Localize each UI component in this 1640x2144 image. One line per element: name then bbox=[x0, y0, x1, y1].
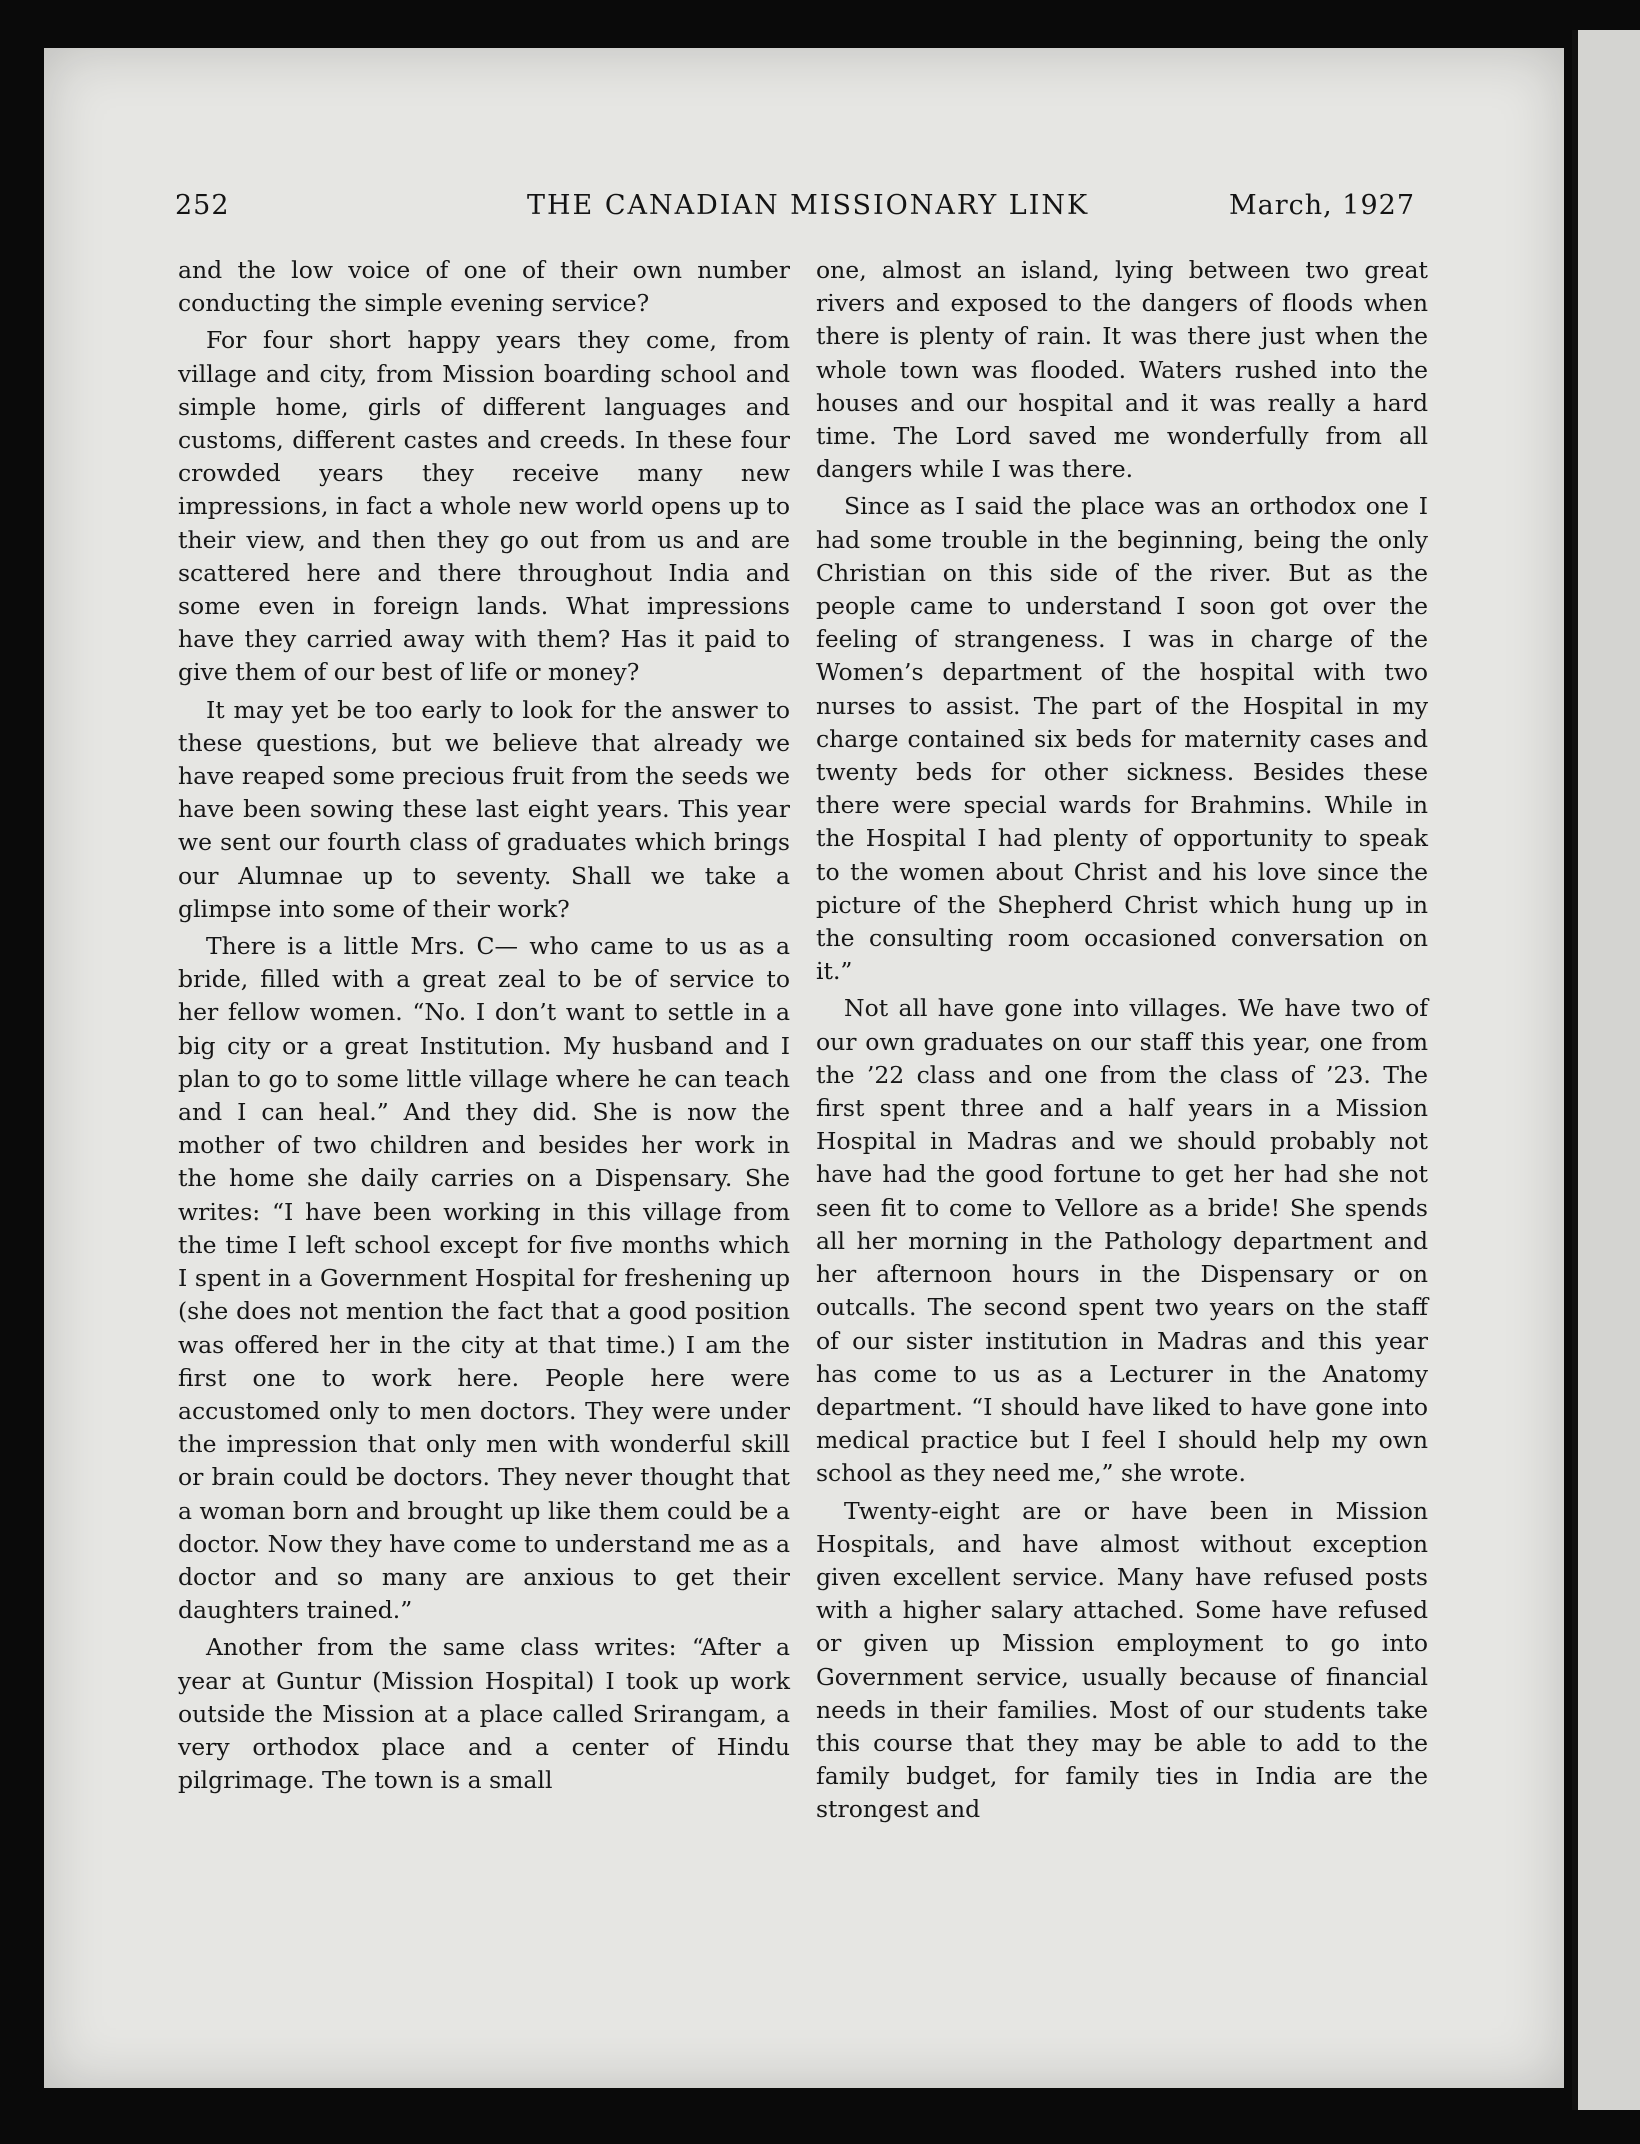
adjacent-page-edge bbox=[1572, 30, 1640, 2110]
paragraph: Another from the same class writes: “After a year at Guntur (Mission Hospital) I took up work outside the Mission at a place called Srirangam, a very orthodox place and a center of Hindu pilgrimage. The town is a small bbox=[178, 1633, 790, 1795]
paragraph: one, almost an island, lying between two great rivers and exposed to the dangers of floods when there is plenty of rain. It was there just when the whole town was flooded. Waters rushed into the houses and our hospital and it was really a hard time. The Lord saved me wonderfully from all dangers while I was there. bbox=[816, 256, 1428, 484]
right-column bbox=[816, 254, 1428, 1831]
paragraph: and the low voice of one of their own number conducting the simple evening service? bbox=[178, 256, 790, 318]
paragraph: There is a little Mrs. C— who came to us as a bride, filled with a great zeal to be of service to her fellow women. “No. I don’t want to settle in a big city or a great Institution. My husband and I plan to go to some little village where he can teach and I can heal.” And they did. She is now the mother of two children and besides her work in the home she daily carries on a Dispensary. She writes: “I have been working in this village from the time I left school except for five months which I spent in a Government Hospital for freshening up (she does not mention the fact that a good position was offered her in the city at that time.) I am the first one to work here. People here were accustomed only to men doctors. They were under the impression that only men with wonderful skill or brain could be doctors. They never thought that a woman born and brought up like them could be a doctor. Now they have come to understand me as a doctor and so many are anxious to get their daughters trained.” bbox=[178, 932, 790, 1625]
page-number: 252 bbox=[175, 190, 230, 221]
journal-title: THE CANADIAN MISSIONARY LINK bbox=[527, 190, 1090, 221]
running-header bbox=[175, 190, 1415, 230]
issue-date: March, 1927 bbox=[1228, 190, 1415, 221]
paragraph: Not all have gone into villages. We have two of our own graduates on our staff this year, one from the ’22 class and one from the class of ’23. The first spent three and a half years in a Mission Hospital in Madras and we should probably not have had the good fortune to get her had she not seen fit to come to Vellore as a bride! She spends all her morning in the Pathology department and her afternoon hours in the Dispensary or on outcalls. The second spent two years on the staff of our sister institution in Madras and this year has come to us as a Lecturer in the Anatomy department. “I should have liked to have gone into medical practice but I feel I should help my own school as they need me,” she wrote. bbox=[816, 994, 1428, 1488]
paragraph: Twenty-eight are or have been in Mission Hospitals, and have almost without exception given excellent service. Many have refused posts with a higher salary attached. Some have refused or given up Mission employment to go into Government service, usually because of financial needs in their families. Most of our students take this course that they may be able to add to the family budget, for family ties in India are the strongest and bbox=[816, 1496, 1428, 1824]
paragraph: For four short happy years they come, from village and city, from Mission boarding school and simple home, girls of different languages and customs, different castes and creeds. In these four crowded years they receive many new impressions, in fact a whole new world opens up to their view, and then they go out from us and are scattered here and there throughout India and some even in foreign lands. What impressions have they carried away with them? Has it paid to give them of our best of life or money? bbox=[178, 326, 790, 687]
left-column bbox=[178, 254, 790, 1801]
paragraph: Since as I said the place was an orthodox one I had some trouble in the beginning, being the only Christian on this side of the river. But as the people came to understand I soon got over the feeling of strangeness. I was in charge of the Women’s department of the hospital with two nurses to assist. The part of the Hospital in my charge contained six beds for maternity cases and twenty beds for other sickness. Besides these there were special wards for Brahmins. While in the Hospital I had plenty of opportunity to speak to the women about Christ and his love since the picture of the Shepherd Christ which hung up in the consulting room occasioned conversation on it.” bbox=[816, 492, 1428, 986]
paragraph: It may yet be too early to look for the answer to these questions, but we believe that already we have reaped some precious fruit from the seeds we have been sowing these last eight years. This year we sent our fourth class of graduates which brings our Alumnae up to seventy. Shall we take a glimpse into some of their work? bbox=[178, 695, 790, 923]
